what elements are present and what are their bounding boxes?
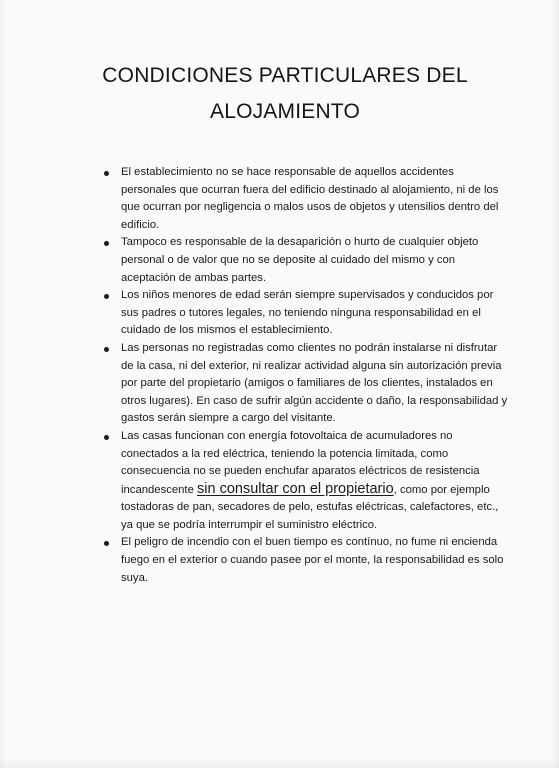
item-text: Tampoco es responsable de la desaparición o hurto de cualquier objeto personal o de valor que no se deposite al cuidado del mismo y con aceptación de ambas partes. xyxy=(121,236,479,284)
item-text: Las personas no registradas como clientes no podrán instalarse ni disfrutar de la casa, ni del exterior, ni realizar actividad alguna sin autorización previa por parte del propietario (amigos o familiares de los clientes, instalados en otros lugares). En caso de sufrir algún accidente o daño, la responsabilidad y gastos serán siempre a cargo del visitante. xyxy=(121,341,508,425)
scan-shadow xyxy=(0,758,559,768)
item-text-before: Las casas funcionan con energía fotovoltaica de acumuladores no conectados a la red eléctrica, teniendo la potencia limitada, como consecuencia no se pueden enchufar aparatos eléctricos de resistencia incandescente xyxy=(121,429,480,496)
document-title xyxy=(60,58,510,130)
item-text: Los niños menores de edad serán siempre supervisados y conducidos por sus padres o tutores legales, no teniendo ninguna responsabilidad en el cuidado de los mismos el establecimiento. xyxy=(121,289,494,337)
conditions-list xyxy=(98,164,508,587)
item-text-after: , como por ejemplo tostadoras de pan, secadores de pelo, estufas eléctricas, calefactores, etc., ya que se podría interrumpir el suministro eléctrico. xyxy=(121,483,499,531)
bullet-icon xyxy=(104,171,109,176)
list-item xyxy=(98,234,508,287)
bullet-icon xyxy=(104,241,109,246)
list-item xyxy=(98,340,508,428)
item-text: El establecimiento no se hace responsable de aquellos accidentes personales que ocurran fuera del edificio destinado al alojamiento, ni de los que ocurran por negligencia o malos usos de objetos y utensilios dentro del edificio. xyxy=(121,166,499,231)
emphasized-text: sin consultar con el propietario xyxy=(197,480,394,497)
bullet-icon xyxy=(104,294,109,299)
list-item xyxy=(98,428,508,535)
bullet-icon xyxy=(104,347,109,352)
item-text: El peligro de incendio con el buen tiempo es contínuo, no fume ni encienda fuego en el exterior o cuando pasee por el monte, la responsabilidad es solo suya. xyxy=(121,536,504,584)
bullet-icon xyxy=(104,435,109,440)
title-line-1: CONDICIONES PARTICULARES DEL xyxy=(102,64,468,87)
list-item xyxy=(98,287,508,340)
list-item xyxy=(98,534,508,587)
bullet-icon xyxy=(104,541,109,546)
list-item xyxy=(98,164,508,234)
title-line-2: ALOJAMIENTO xyxy=(209,100,360,123)
